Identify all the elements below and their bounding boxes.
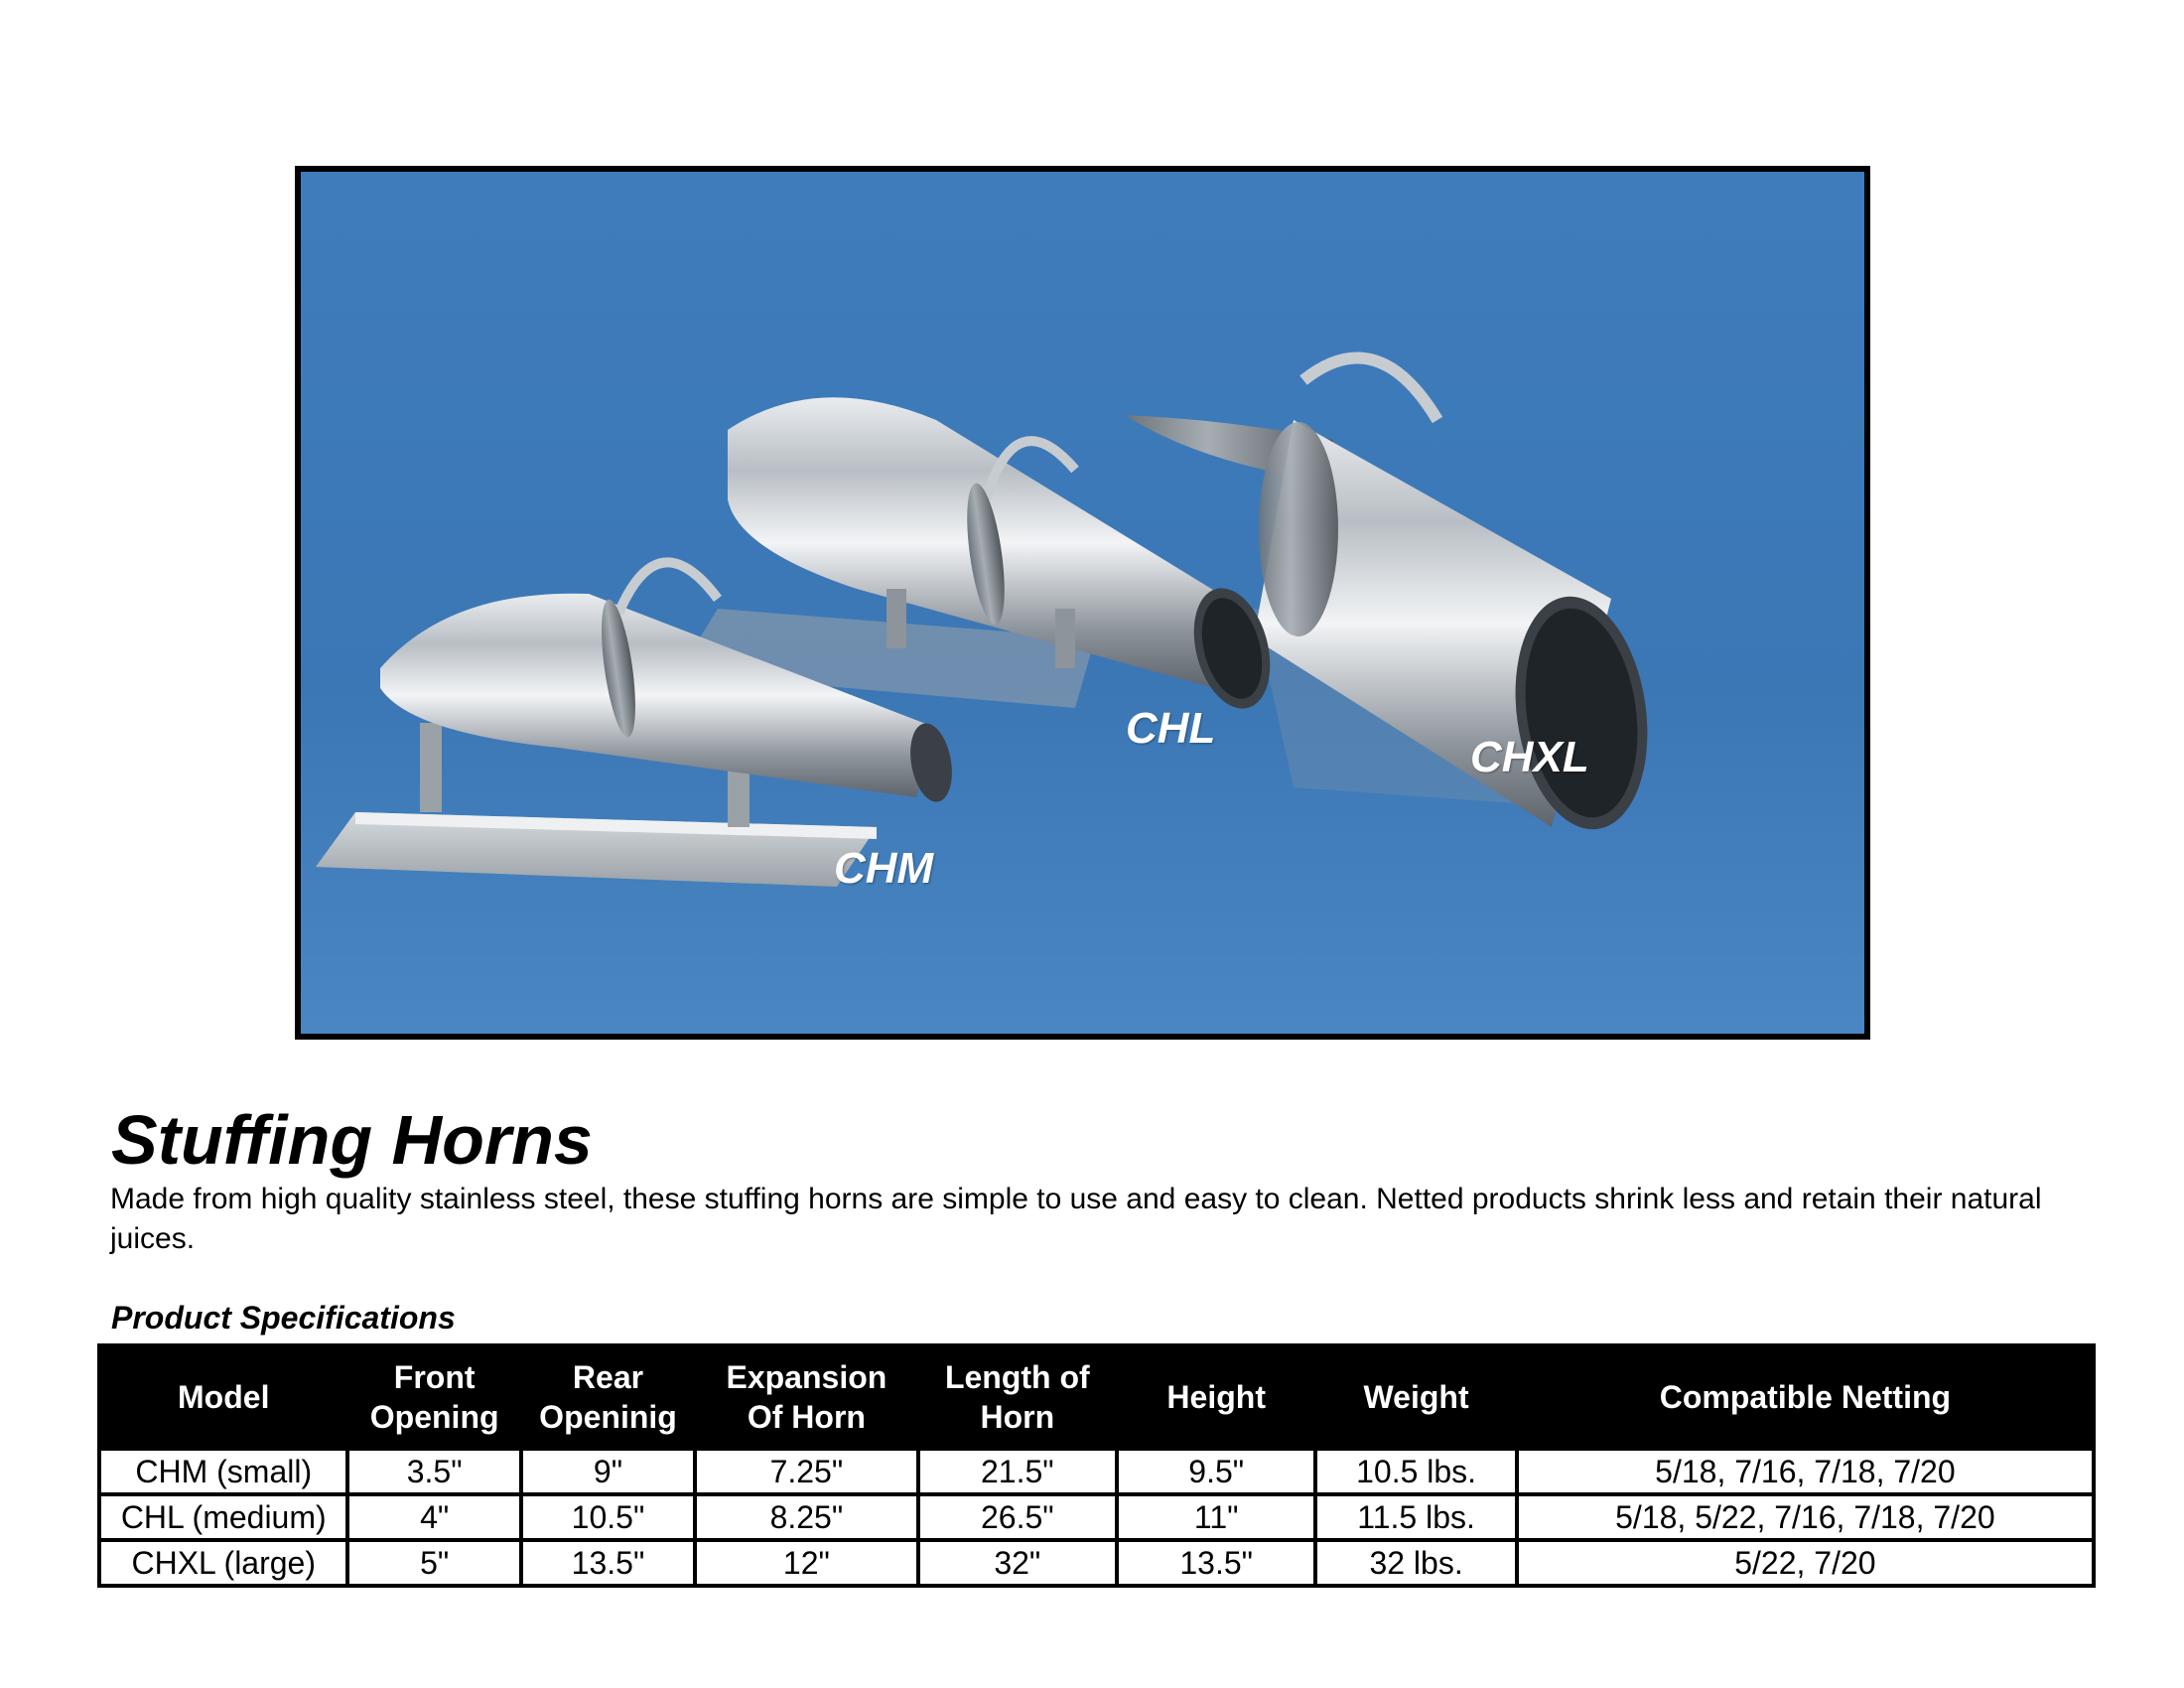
- cell-front-opening: 3.5": [347, 1449, 520, 1494]
- cell-expansion: 8.25": [695, 1494, 917, 1540]
- product-description: Made from high quality stainless steel, these stuffing horns are simple to use and easy to clean. Netted products shrink less and retain their natural juices.: [110, 1183, 2042, 1255]
- cell-weight: 11.5 lbs.: [1315, 1494, 1516, 1540]
- product-photo: [295, 166, 1870, 1040]
- header-height: Height: [1117, 1345, 1315, 1449]
- cell-length: 32": [918, 1540, 1117, 1586]
- page-title: Stuffing Horns: [111, 1101, 593, 1179]
- cell-length: 26.5": [918, 1494, 1117, 1540]
- cell-front-opening: 5": [347, 1540, 520, 1586]
- cell-rear-opening: 9": [521, 1449, 695, 1494]
- header-model: Model: [99, 1345, 347, 1449]
- cell-rear-opening: 10.5": [521, 1494, 695, 1540]
- cell-height: 11": [1117, 1494, 1315, 1540]
- cell-compatible-netting: 5/22, 7/20: [1517, 1540, 2094, 1586]
- cell-front-opening: 4": [347, 1494, 520, 1540]
- specifications-heading: Product Specifications: [111, 1300, 456, 1336]
- cell-length: 21.5": [918, 1449, 1117, 1494]
- table-header-row: [99, 1345, 2094, 1449]
- table-row: [99, 1540, 2094, 1586]
- specifications-table: [97, 1343, 2096, 1588]
- label-chm: CHM: [834, 844, 934, 893]
- cell-height: 9.5": [1117, 1449, 1315, 1494]
- table-row: [99, 1494, 2094, 1540]
- cell-model: CHM (small): [99, 1449, 347, 1494]
- table-row: [99, 1449, 2094, 1494]
- stuffing-horns-illustration: [301, 172, 1864, 1034]
- cell-model: CHL (medium): [99, 1494, 347, 1540]
- cell-compatible-netting: 5/18, 7/16, 7/18, 7/20: [1517, 1449, 2094, 1494]
- header-rear-opening: Rear Openinig: [521, 1345, 695, 1449]
- header-weight: Weight: [1315, 1345, 1516, 1449]
- cell-weight: 32 lbs.: [1315, 1540, 1516, 1586]
- cell-model: CHXL (large): [99, 1540, 347, 1586]
- header-length: Length of Horn: [918, 1345, 1117, 1449]
- header-front-opening: Front Opening: [347, 1345, 520, 1449]
- label-chxl: CHXL: [1470, 733, 1589, 781]
- header-expansion: Expansion Of Horn: [695, 1345, 917, 1449]
- cell-expansion: 12": [695, 1540, 917, 1586]
- cell-height: 13.5": [1117, 1540, 1315, 1586]
- label-chl: CHL: [1126, 704, 1216, 753]
- cell-compatible-netting: 5/18, 5/22, 7/16, 7/18, 7/20: [1517, 1494, 2094, 1540]
- header-compatible-netting: Compatible Netting: [1517, 1345, 2094, 1449]
- cell-rear-opening: 13.5": [521, 1540, 695, 1586]
- cell-weight: 10.5 lbs.: [1315, 1449, 1516, 1494]
- cell-expansion: 7.25": [695, 1449, 917, 1494]
